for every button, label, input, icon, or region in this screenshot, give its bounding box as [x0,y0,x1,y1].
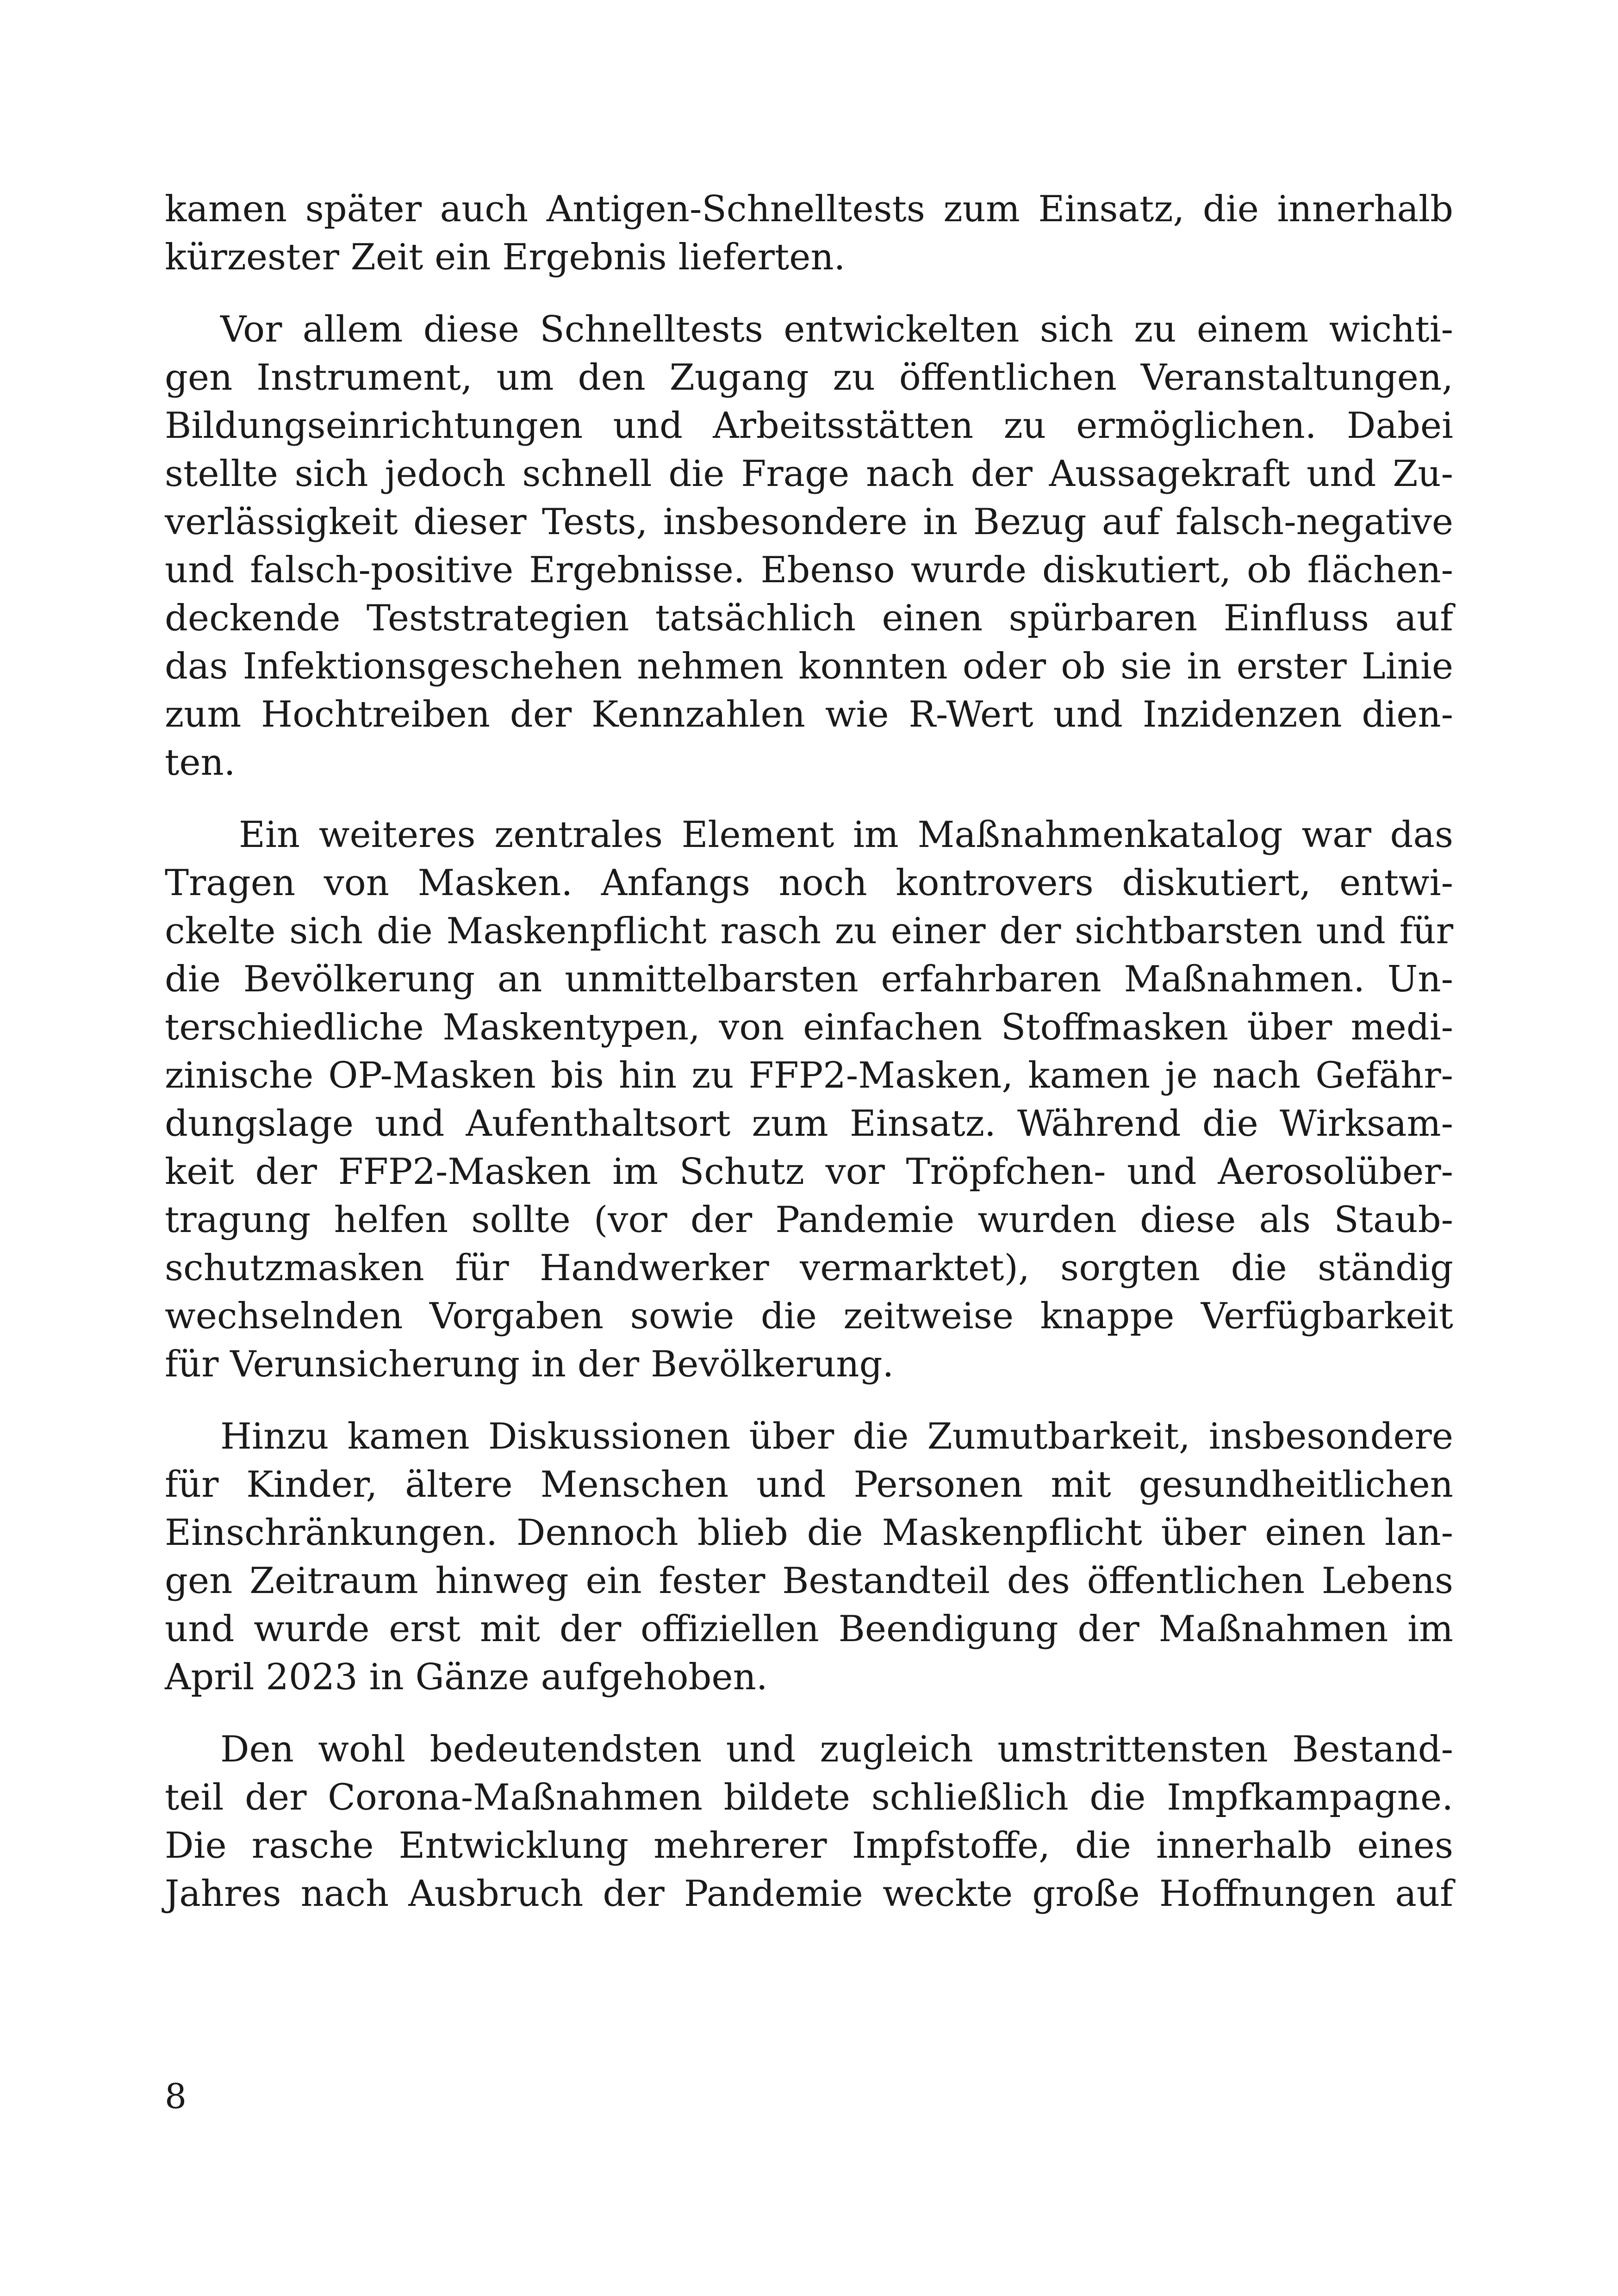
text-line: stellte sich jedoch schnell die Frage nach der Aussagekraft und Zu- [165,453,1453,495]
text-line: Den wohl bedeutendsten und zugleich umstrittensten Bestand- [220,1729,1453,1770]
text-line: kürzester Zeit ein Ergebnis lieferten. [165,236,846,278]
text-line: tragung helfen sollte (vor der Pandemie wurden diese als Staub- [165,1199,1453,1241]
text-line: die Bevölkerung an unmittelbarsten erfahrbaren Maßnahmen. Un- [165,958,1453,1000]
text-line: zum Hochtreiben der Kennzahlen wie R-Wert und Inzidenzen dien- [165,694,1453,735]
paragraph-1 [165,185,1453,281]
text-line: Jahres nach Ausbruch der Pandemie weckte große Hoffnungen auf [165,1873,1453,1915]
text-line: ten. [165,742,236,784]
text-line: zinische OP-Masken bis hin zu FFP2-Masken, kamen je nach Gefähr- [165,1055,1453,1096]
text-line: Die rasche Entwicklung mehrerer Impfstoffe, die innerhalb eines [165,1825,1453,1867]
page-number: 8 [165,2077,187,2116]
text-line: das Infektionsgeschehen nehmen konnten oder ob sie in erster Linie [165,646,1453,687]
text-line: Ein weiteres zentrales Element im Maßnahmenkatalog war das [239,814,1453,856]
text-line: wechselnden Vorgaben sowie die zeitweise knappe Verfügbarkeit [165,1295,1453,1337]
text-line: teil der Corona-Maßnahmen bildete schließlich die Impfkampagne. [165,1777,1453,1818]
text-line: gen Zeitraum hinweg ein fester Bestandteil des öffentlichen Lebens [165,1560,1453,1602]
text-line: Vor allem diese Schnelltests entwickelten sich zu einem wichti- [220,309,1453,350]
text-line: für Kinder, ältere Menschen und Personen mit gesundheitlichen [165,1464,1453,1506]
text-line: dungslage und Aufenthaltsort zum Einsatz. Während die Wirksam- [165,1103,1453,1145]
text-line: verlässigkeit dieser Tests, insbesondere in Bezug auf falsch-negative [165,501,1453,543]
paragraph-5 [165,1725,1453,1918]
text-line: April 2023 in Gänze aufgehoben. [165,1656,768,1698]
text-line: keit der FFP2-Masken im Schutz vor Tröpfchen- und Aerosolüber- [165,1151,1453,1193]
text-line: Tragen von Masken. Anfangs noch kontrovers diskutiert, entwi- [165,862,1453,904]
body-text [165,185,1453,1918]
text-line: ckelte sich die Maskenpflicht rasch zu einer der sichtbarsten und für [165,910,1453,952]
text-line: und wurde erst mit der offiziellen Beendigung der Maßnahmen im [165,1608,1453,1650]
text-line: Einschränkungen. Dennoch blieb die Maskenpflicht über einen lan- [165,1512,1453,1554]
text-line: gen Instrument, um den Zugang zu öffentlichen Veranstaltungen, [165,357,1453,398]
paragraph-3 [165,811,1453,1388]
text-line: und falsch-positive Ergebnisse. Ebenso wurde diskutiert, ob flächen- [165,549,1453,591]
text-line: deckende Teststrategien tatsächlich einen spürbaren Einfluss auf [165,597,1453,639]
text-line: terschiedliche Maskentypen, von einfachen Stoffmasken über medi- [165,1007,1453,1048]
text-line: Bildungseinrichtungen und Arbeitsstätten zu ermöglichen. Dabei [165,405,1453,447]
text-line: Hinzu kamen Diskussionen über die Zumutbarkeit, insbesondere [220,1416,1453,1457]
paragraph-4 [165,1412,1453,1701]
text-line: kamen später auch Antigen-Schnelltests zum Einsatz, die innerhalb [165,188,1453,230]
text-line: für Verunsicherung in der Bevölkerung. [165,1344,894,1385]
text-line: schutzmasken für Handwerker vermarktet), sorgten die ständig [165,1247,1453,1289]
paragraph-2 [165,305,1453,787]
